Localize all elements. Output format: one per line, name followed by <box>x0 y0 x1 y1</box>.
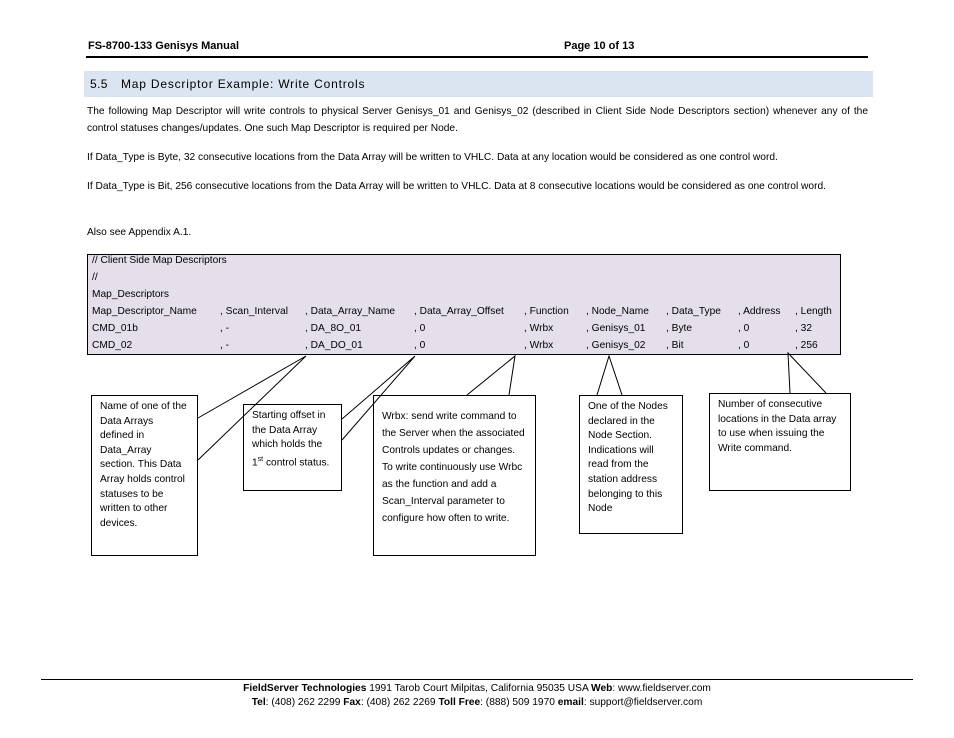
callout-text: One of the Nodes declared in the Node Section. Indications will read from the station address belonging to this Node <box>588 401 668 515</box>
md-column-header: , Data_Array_Name <box>305 306 396 317</box>
superscript: st <box>257 455 264 463</box>
md-row-cell: , Bit <box>666 340 684 351</box>
section-title: Map Descriptor Example: Write Controls <box>121 77 366 91</box>
footer-company: FieldServer Technologies <box>243 683 367 694</box>
md-row-cell: , 32 <box>795 323 812 334</box>
md-row-cell: , 0 <box>738 323 750 334</box>
leader-data-array-name <box>198 356 306 460</box>
md-row-cell: , 256 <box>795 340 818 351</box>
callout-text: Number of consecutive locations in the Data array to use when issuing the Write command. <box>718 399 837 454</box>
md-column-header: , Length <box>795 306 832 317</box>
md-row-cell: , DA_DO_01 <box>305 340 363 351</box>
md-comment-line: // <box>92 272 98 283</box>
leader-function <box>467 356 515 395</box>
footer-tollfree-label: Toll Free <box>438 697 481 708</box>
md-section-name: Map_Descriptors <box>92 289 169 300</box>
md-column-header: , Node_Name <box>586 306 649 317</box>
leader-data-array-offset <box>342 356 415 440</box>
footer-fax: : (408) 262 2269 <box>360 697 439 708</box>
callout-text: Starting offset in the Data Array which holds the 1 <box>252 410 326 469</box>
footer-tollfree: : (888) 509 1970 <box>480 697 558 708</box>
paragraph-byte: If Data_Type is Byte, 32 consecutive locations from the Data Array will be written to VHLC. Data at any location would be considered as one control word. <box>87 152 778 163</box>
md-column-header: , Function <box>524 306 569 317</box>
footer-line-1 <box>0 683 954 694</box>
paragraph-appendix: Also see Appendix A.1. <box>87 227 192 238</box>
footer-address: 1991 Tarob Court Milpitas, California 95035 USA <box>366 683 592 694</box>
footer-web-label: Web <box>591 683 613 694</box>
callout-text: Wrbx: send write command to the Server when the associated Controls updates or changes. To write continuously use Wrbc as the function and add a Scan_Interval parameter to configure how often to write. <box>382 411 525 524</box>
callout-text: control status. <box>263 457 330 469</box>
md-column-header: , Data_Type <box>666 306 721 317</box>
md-comment-line: // Client Side Map Descriptors <box>92 255 227 266</box>
md-row-cell: , Byte <box>666 323 693 334</box>
leader-node-name <box>597 356 622 395</box>
md-row-cell: CMD_01b <box>92 323 138 334</box>
section-number: 5.5 <box>90 77 108 91</box>
md-row-cell: , 0 <box>414 323 426 334</box>
md-row-cell: , 0 <box>414 340 426 351</box>
md-row-cell: CMD_02 <box>92 340 133 351</box>
paragraph-bit: If Data_Type is Bit, 256 consecutive locations from the Data Array will be written to VHLC. Data at 8 consecutive locations would be considered as one control word. <box>87 181 826 192</box>
md-row-cell: , Wrbx <box>524 340 554 351</box>
callout-text: Name of one of the Data Arrays defined in Data_Array section. This Data Array holds control statuses to be written to other devices. <box>100 401 187 529</box>
md-column-header: , Data_Array_Offset <box>414 306 504 317</box>
footer-web: : www.fieldserver.com <box>612 683 711 694</box>
footer-tel: : (408) 262 2299 <box>265 697 344 708</box>
md-row-cell: , - <box>220 323 230 334</box>
page-number: Page 10 of 13 <box>564 40 635 52</box>
document-title: FS-8700-133 Genisys Manual <box>88 40 240 52</box>
footer-email-label: email <box>557 697 584 708</box>
md-row-cell: , Wrbx <box>524 323 554 334</box>
footer-tel-label: Tel <box>251 697 266 708</box>
paragraph-intro: The following Map Descriptor will write controls to physical Server Genisys_01 and Genisys_02 (described in Client Side Node Descriptors section) whenever any of the control statuses changes/updates. One such Map Descriptor is required per Node. <box>87 106 868 134</box>
md-column-header: , Address <box>738 306 781 317</box>
md-row-cell: , 0 <box>738 340 750 351</box>
md-row-cell: , Genisys_01 <box>586 323 646 334</box>
md-row-cell: , DA_8O_01 <box>305 323 362 334</box>
md-column-header: Map_Descriptor_Name <box>92 306 197 317</box>
md-row-cell: , Genisys_02 <box>586 340 646 351</box>
md-row-cell: , - <box>220 340 230 351</box>
leader-length <box>788 353 826 393</box>
footer-line-2 <box>0 697 954 708</box>
md-column-header: , Scan_Interval <box>220 306 288 317</box>
footer-rule <box>41 679 913 680</box>
footer-fax-label: Fax <box>343 697 361 708</box>
footer-email: : support@fieldserver.com <box>583 697 703 708</box>
